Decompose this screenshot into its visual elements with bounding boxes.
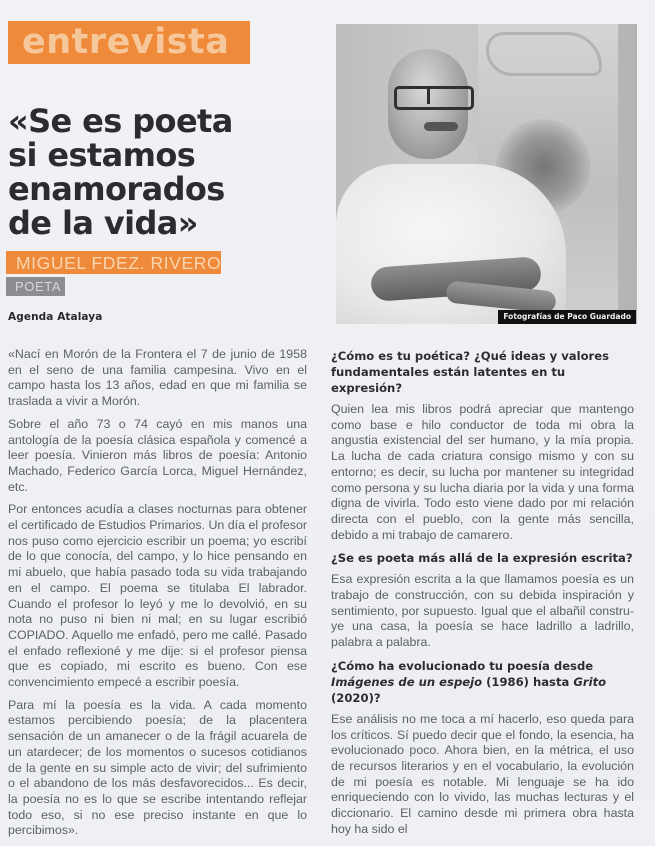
role-badge <box>6 277 65 296</box>
interview-answer: Esa expresión escrita a la que llamamos poesía es un trabajo de construcción, con su debida inspiración y sentimiento, por supuesto. Igual que el albañil construye una casa, la poesía se hace ladrillo a ladrillo, palabra a palabra. <box>331 572 634 650</box>
interview-question <box>331 658 634 706</box>
question-text: (1986) hasta <box>482 674 574 689</box>
paragraph: Por entonces acudía a clases nocturnas para obtener el certificado de Estudios Primarios. Un día el profesor nos puso como ejercicio escribir un poema; yo escribí de lo que conocía, del campo, y lo hice pensando en mi abuelo, que había pasado toda su vida trabajando en el campo. El poema se titulaba El labrador. Cuando el profesor lo leyó y me lo devolvió, en su nota no puso ni bien ni mal; en su lugar escribió COPIADO. Aquello me enfadó, pero me callé. Pasado el enfado reflexioné y me dije: si el profesor piensa que es copiado, mi escrito es bueno. Con ese convencimiento empecé a escribir poesía. <box>8 502 307 690</box>
left-column <box>8 347 307 846</box>
photo-subject-mustache <box>424 122 458 131</box>
photo-caption: Fotografías de Paco Guardado <box>498 310 636 324</box>
section-label: entrevista <box>22 22 230 62</box>
book-title: Imágenes de un espejo <box>331 674 483 689</box>
headline-line: enamorados <box>8 170 225 208</box>
paragraph: Para mí la poesía es la vida. A cada momento estamos percibiendo poesía; de la placentera sensación de un amanecer o de la frágil acuarela de un atardecer; de los momentos o sucesos cotidianos de la gente en su simple acto de vivir; del sufrimiento o el abandono de los más desfavorecidos... Es decir, la poesía no es lo que se escribe intentando reflejar todo eso, si no ese preciso instante en que lo percibimos». <box>8 697 307 838</box>
question-text: (2020)? <box>331 690 381 705</box>
role-label: POETA <box>15 279 62 294</box>
interview-question: ¿Cómo es tu poética? ¿Qué ideas y valores fundamentales están latentes en tu expresión? <box>331 349 610 395</box>
headline-line: «Se es poeta <box>8 102 233 140</box>
author-name-bar <box>6 251 221 274</box>
interview-answer: Ese análisis no me toca a mí hacerlo, eso queda para los críticos. Sí puedo decir que el fondo, la esencia, ha evolucionado poco. Ahora bien, en la métrica, el uso de recursos literarios y en el vocabulario, la evolución de mi poesía es notable. Mi lenguaje se ha ido enriqueciendo con lo vivido, las muchas lecturas y el diccionario. El camino desde mi primera obra hasta hoy ha sido el <box>331 711 634 836</box>
paragraph: «Nací en Morón de la Frontera el 7 de junio de 1958 en el seno de una familia campesina. Vivo en el campo hasta los 13 años, edad en que mi familia se traslada a vivir a Morón. <box>8 347 307 409</box>
right-column <box>331 348 634 844</box>
paragraph: Sobre el año 73 o 74 cayó en mis manos una antología de la poesía clásica española y comencé a leer poesía. Vinieron más libros de poesía: Antonio Machado, Federico García Lorca, Miguel Hernández, etc. <box>8 416 307 494</box>
book-title: Grito <box>573 674 607 689</box>
question-text: ¿Cómo ha evolucionado tu poesía desde <box>331 658 594 673</box>
source-credit: Agenda Atalaya <box>8 311 103 323</box>
headline <box>8 104 328 240</box>
interview-question: ¿Se es poeta más allá de la expresión escrita? <box>331 551 633 566</box>
photo-graffiti-scrawl <box>486 32 602 76</box>
headline-line: de la vida» <box>8 204 198 242</box>
photo-subject-glasses <box>394 86 474 110</box>
author-name: MIGUEL FDEZ. RIVERO <box>16 253 222 273</box>
section-banner <box>8 21 250 64</box>
interview-answer: Quien lea mis libros podrá apreciar que mantengo como base e hilo conductor de toda mi obra la angustia existencial del ser humano, y la mía propia. La lucha de cada criatura consigo mismo y con su entorno; es decir, su lucha por mantener su integridad como persona y su lucha diaria por la vida y una forma digna de vivirla. Todo esto viene dado por mi relación directa con el pueblo, con la gente más sencilla, debido a mi trabajo de camarero. <box>331 402 634 542</box>
headline-line: si estamos <box>8 136 196 174</box>
portrait-photo <box>336 24 637 324</box>
